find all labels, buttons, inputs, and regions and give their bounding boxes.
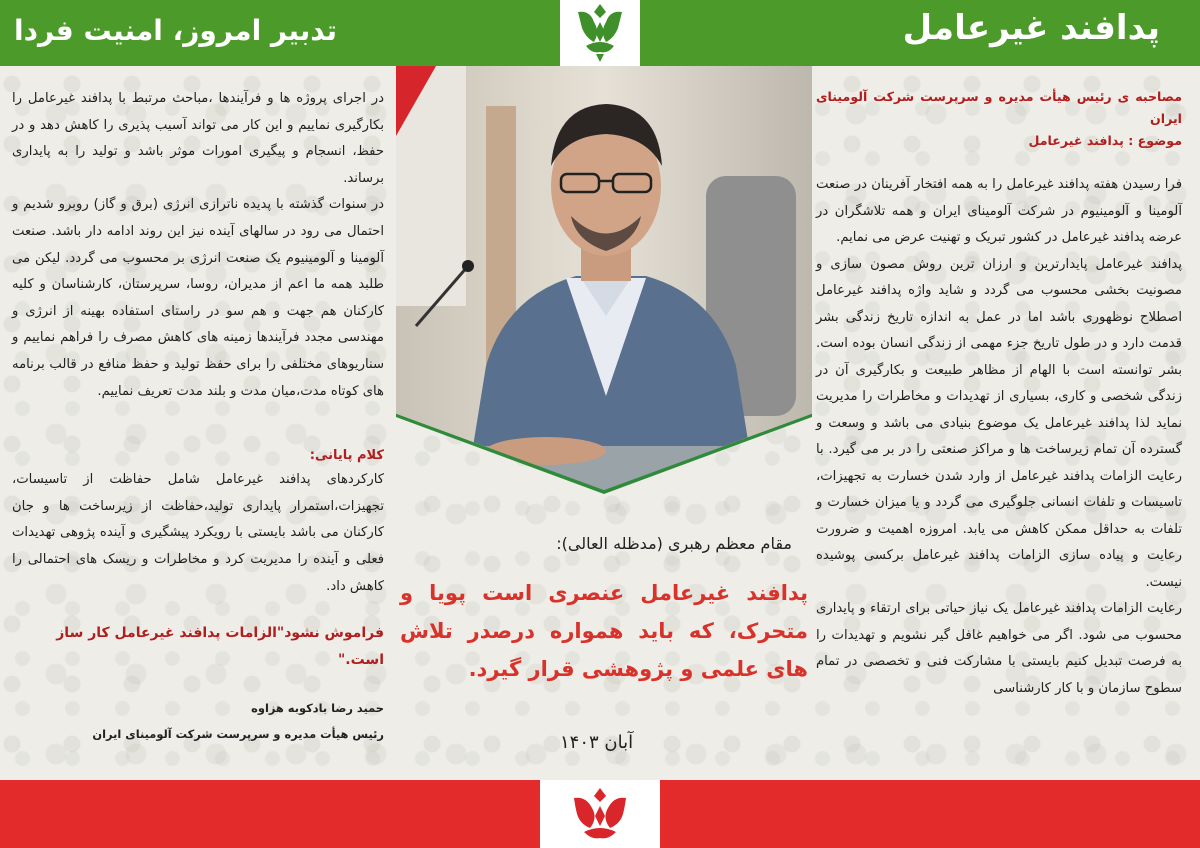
footer-banner — [0, 780, 1200, 848]
portrait-illustration — [396, 66, 812, 490]
red-ornament-icon — [566, 786, 634, 842]
remember-slogan: فراموش نشود"الزامات پدافند غیرعامل کار ساز است." — [56, 625, 384, 668]
header-title-left: تدبیر امروز، امنیت فردا — [14, 14, 337, 47]
signature-title: رئیس هیأت مدیره و سرپرست شرکت آلومینای ایران — [92, 727, 384, 742]
green-ornament-icon — [572, 2, 628, 64]
interview-column — [816, 86, 1182, 702]
interview-heading: مصاحبه ی رئیس هیأت مدیره و سرپرست شرکت آلومینای ایران — [816, 89, 1182, 126]
interview-paragraph: فرا رسیدن هفته پدافند غیرعامل را به همه افتخار آفرینان در صنعت آلومینا و آلومینیوم در شرکت آلومینای ایران و همه تلاشگران در عرضه پدافند غیرعامل در کشور تبریک و تهنیت عرض می نمایم. — [816, 177, 1182, 245]
portrait-photo — [396, 66, 812, 490]
quote-text: پدافند غیرعامل عنصری است پویا و متحرک، که باید همواره درصدر تلاش های علمی و پژوهشی قرار گیرد. — [400, 581, 808, 681]
header-banner — [0, 0, 1200, 66]
signature — [12, 695, 384, 747]
continuation-paragraph: در اجرای پروژه ها و فرآیندها ،مباحث مرتبط با پدافند غیرعامل را بکارگیری نماییم و این کار می تواند آسیب پذیری را کاهش دهد و در حفظ، انسجام و پیگیری امورات موثر باشد و تولید را به پایداری برساند. — [12, 91, 384, 186]
interview-paragraph: پدافند غیرعامل پایدارترین و ارزان ترین روش مصون سازی و مصونیت بخشی محسوب می گردد و شاید واژه پدافند غیرعامل اصطلاح نوظهوری باشد اما در عمل به اندازه تاریخ زندگی بشر قدمت دارد و در طول تاریخ جزء مهمی از زندگی انسان بوده است. بشر توانسته است با الهام از مظاهر طبیعت و بکارگیری آن در زندگی شخصی و کاری، بسیاری از تهدیدات و مخاطرات را مدیریت نماید لذا پدافند غیرعامل یک موضوع بنیادی می باشد و وسعت و گسترده آن تمام زیرساخت ها و مراکز صنعتی را در بر می گیرد. با رعایت الزامات پدافند غیرعامل از وارد شدن خسارت به تجهیزات، تاسیسات و تلفات انسانی جلوگیری می گردد و یا میزان خسارت و تلفات به حداقل ممکن کاهش می یابد. امروزه اهمیت و ضرورت رعایت و پیاده سازی الزامات پدافند غیرعامل برکسی پوشیده نیست. — [816, 256, 1182, 590]
continuation-column — [12, 86, 384, 747]
closing-text: کارکردهای پدافند غیرعامل شامل حفاظت از تاسیسات، تجهیزات،استمرار پایداری تولید،حفاظت از زیرساخت ها و جان کارکنان می باشد بایستی با رویکرد پیشگیری و آینده پژوهی تهدیدات فعلی و آینده را مدیریت کرد و مخاطرات و ریسک های احتمالی را کاهش داد. — [12, 472, 384, 594]
header-title-right: پدافند غیرعامل — [902, 8, 1160, 48]
signature-name: حمید رضا بادکوبه هزاوه — [251, 701, 384, 716]
closing-title: کلام پایانی: — [309, 448, 384, 464]
continuation-paragraph: در سنوات گذشته با پدیده ناترازی انرژی (برق و گاز) روبرو شدیم و احتمال می رود در سالهای آینده نیز این روند ادامه دار باشد. صنعت آلومینا و آلومینیوم یک صنعت انرژی بر محسوب می گردد. لیکن می طلبد همه ما اعم از مدیران، روسا، سرپرستان، کارشناسان و کلیه کارکنان هم جهت و هم سو در راستای استفاده بهینه از انرژی و مهندسی مجدد فرآیندها زمینه های کاهش مصرف را فراهم نماییم و سناریوهای مختلفی را برای حفظ تولید و حفظ منافع در قالب برنامه های کوتاه مدت،میان مدت و بلند مدت تعریف نماییم. — [12, 197, 384, 399]
quote-date: آبان ۱۴۰۳ — [560, 732, 634, 753]
interview-subject: موضوع : پدافند غیرعامل — [1028, 133, 1182, 148]
quote-intro: مقام معظم رهبری (مدظله العالی): — [556, 534, 792, 553]
interview-paragraph: رعایت الزامات پدافند غیرعامل یک نیاز حیاتی برای ارتقاء و پایداری محسوب می شود. اگر می خواهیم غافل گیر نشویم و تهدیدات را به فرصت تبدیل کنیم بایستی با مشارکت فنی و تخصصی در تمام سطوح سازمان و با کار کارشناسی — [816, 601, 1182, 696]
